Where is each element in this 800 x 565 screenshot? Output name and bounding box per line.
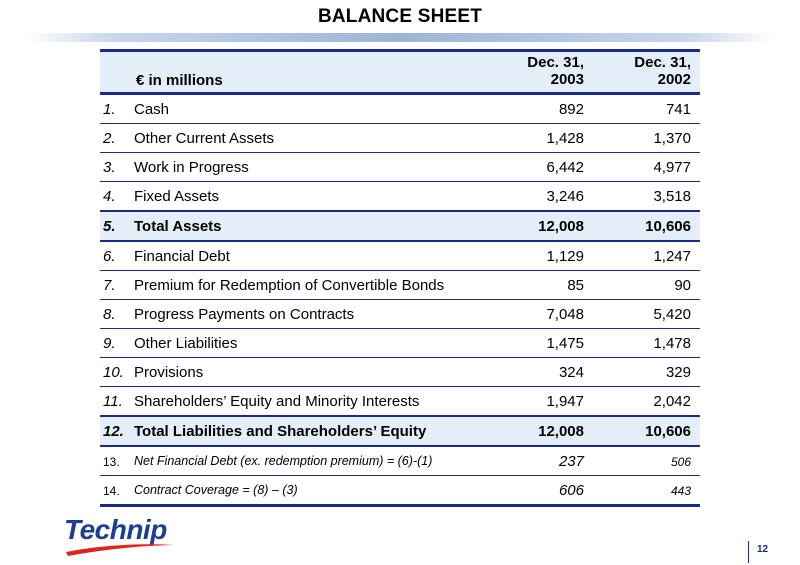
value-2003: 1,475 [546, 335, 584, 352]
value-2003: 85 [567, 277, 584, 294]
table-row [100, 124, 700, 153]
row-number: 6. [103, 248, 116, 265]
page-number: 12 [748, 541, 768, 563]
row-label: Provisions [134, 364, 204, 381]
value-2003: 12,008 [538, 423, 584, 440]
value-2002: 4,977 [653, 159, 691, 176]
table-row [100, 476, 700, 507]
row-label: Financial Debt [134, 248, 230, 265]
row-number: 12. [103, 423, 124, 440]
row-label: Cash [134, 101, 170, 118]
value-2003: 892 [558, 101, 584, 118]
value-2002: 10,606 [645, 423, 691, 440]
value-2002: 1,247 [653, 248, 691, 265]
table-row [100, 447, 700, 476]
value-2002: 3,518 [653, 188, 691, 205]
table-row [100, 95, 700, 124]
value-2002: 5,420 [653, 306, 691, 323]
row-label: Other Current Assets [134, 130, 275, 147]
table-row [100, 153, 700, 182]
page-title: BALANCE SHEET [317, 6, 483, 27]
value-2003: 1,947 [546, 393, 584, 410]
total-row [100, 212, 700, 242]
row-label: Work in Progress [134, 159, 249, 176]
row-number: 4. [103, 188, 116, 205]
balance-sheet-table [100, 49, 700, 507]
row-label: Total Liabilities and Shareholders’ Equity [134, 423, 427, 440]
value-2002: 1,478 [653, 335, 691, 352]
row-label: Net Financial Debt (ex. redemption premium) = (6)-(1) [134, 454, 433, 468]
column-header-2002: Dec. 31, 2002 [634, 54, 691, 88]
value-2002: 10,606 [645, 218, 691, 235]
value-2002: 443 [670, 484, 691, 498]
row-number: 14. [103, 484, 120, 498]
technip-logo [62, 512, 177, 558]
value-2002: 506 [670, 455, 691, 469]
table-row [100, 242, 700, 271]
value-2002: 1,370 [653, 130, 691, 147]
value-2003: 12,008 [538, 218, 584, 235]
table-header [100, 49, 700, 95]
units-label: € in millions [136, 72, 223, 89]
row-label: Total Assets [134, 218, 222, 235]
row-label: Premium for Redemption of Convertible Bonds [134, 277, 445, 294]
row-label: Fixed Assets [134, 188, 220, 205]
value-2002: 2,042 [653, 393, 691, 410]
value-2003: 606 [558, 482, 584, 499]
value-2002: 329 [665, 364, 691, 381]
value-2002: 741 [665, 101, 691, 118]
row-number: 1. [103, 101, 116, 118]
row-number: 5. [103, 218, 116, 235]
table-row [100, 271, 700, 300]
row-number: 13. [103, 455, 120, 469]
table-row [100, 329, 700, 358]
table-row [100, 182, 700, 212]
row-number: 3. [103, 159, 116, 176]
row-label: Other Liabilities [134, 335, 238, 352]
column-header-2003: Dec. 31, 2003 [527, 54, 584, 88]
row-number: 11. [103, 393, 123, 410]
value-2003: 6,442 [546, 159, 584, 176]
value-2002: 90 [674, 277, 691, 294]
table-row [100, 300, 700, 329]
row-number: 10. [103, 364, 124, 381]
value-2003: 3,246 [546, 188, 584, 205]
value-2003: 1,129 [546, 248, 584, 265]
row-number: 9. [103, 335, 116, 352]
value-2003: 237 [558, 453, 584, 470]
row-label: Progress Payments on Contracts [134, 306, 355, 323]
logo-swoosh [66, 544, 174, 556]
table-row [100, 358, 700, 387]
table-row [100, 387, 700, 417]
row-number: 7. [103, 277, 116, 294]
value-2003: 324 [558, 364, 584, 381]
row-number: 8. [103, 306, 116, 323]
value-2003: 1,428 [546, 130, 584, 147]
title-underline-band [25, 33, 775, 42]
logo-wordmark: Technip [64, 514, 167, 545]
row-label: Contract Coverage = (8) – (3) [134, 483, 298, 497]
row-label: Shareholders’ Equity and Minority Interests [134, 393, 420, 410]
value-2003: 7,048 [546, 306, 584, 323]
row-number: 2. [103, 130, 116, 147]
total-row [100, 417, 700, 447]
